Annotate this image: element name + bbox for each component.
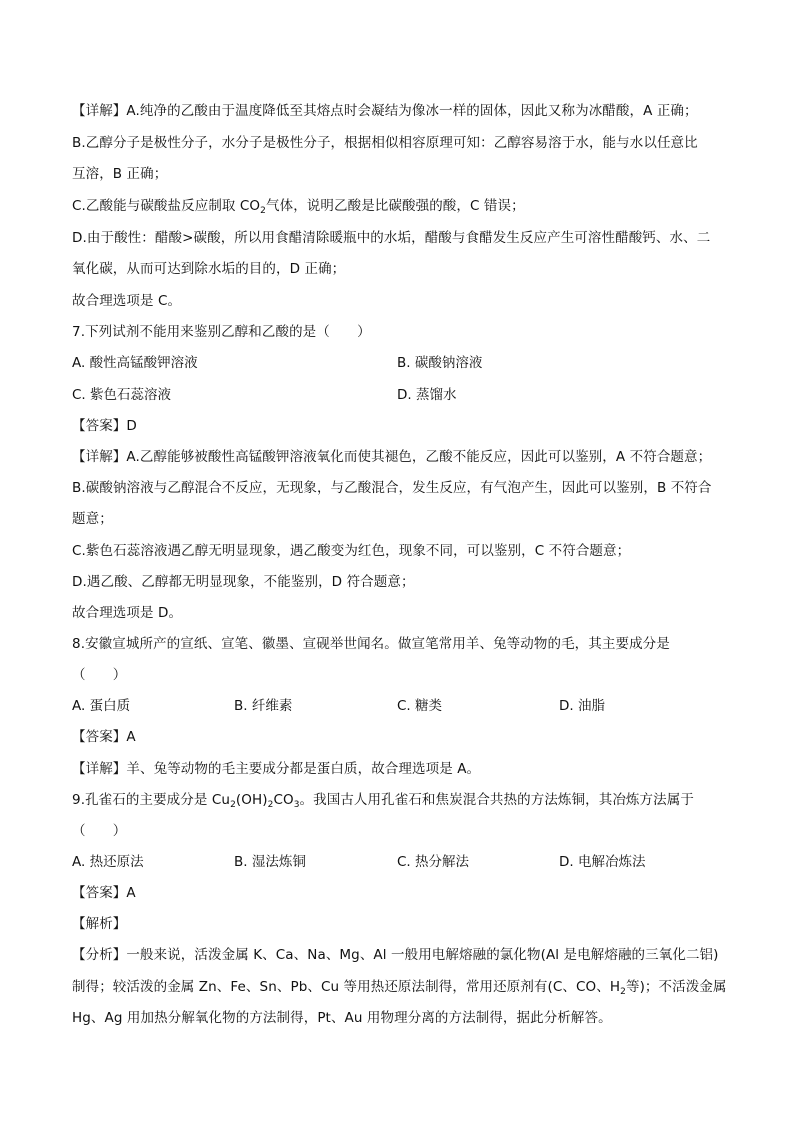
q8-detail: 【详解】羊、兔等动物的毛主要成分都是蛋白质，故合理选项是 A。: [72, 761, 481, 777]
q7-answer: 【答案】D: [72, 418, 137, 434]
subscript: 2: [260, 206, 266, 216]
q9-option-c: C. 热分解法: [397, 854, 470, 870]
q9-answer: 【答案】A: [72, 885, 136, 901]
q9-option-b: B. 湿法炼铜: [234, 854, 306, 870]
q8-option-d: D. 油脂: [559, 698, 605, 714]
text: 。我国古人用孔雀石和焦炭混合共热的方法炼铜，其冶炼方法属于: [299, 792, 694, 808]
q7-detail-line-1: 【详解】A.乙醇能够被酸性高锰酸钾溶液氧化而使其褪色，乙酸不能反应，因此可以鉴别，A 不符合题意；: [72, 449, 712, 465]
q9-analysis-line-1: 【分析】一般来说，活泼金属 K、Ca、Na、Mg、Al 一般用电解熔融的氯化物(Al 是电解熔融的三氧化二铝): [72, 947, 719, 963]
q7-option-a: A. 酸性高锰酸钾溶液: [72, 355, 198, 371]
q9-stem-line-2: （ ）: [72, 823, 127, 839]
q6-detail-line-5: D.由于酸性：醋酸>碳酸，所以用食醋清除暖瓶中的水垢，醋酸与食醋发生反应产生可溶性醋酸钙、水、二: [72, 230, 711, 246]
q8-option-a: A. 蛋白质: [72, 698, 131, 714]
q7-option-b: B. 碳酸钠溶液: [397, 355, 483, 371]
q8-option-c: C. 糖类: [397, 698, 443, 714]
subscript: 2: [620, 987, 626, 997]
q7-detail-line-6: 故合理选项是 D。: [72, 605, 183, 621]
q8-stem-line-1: 8.安徽宣城所产的宣纸、宣笔、徽墨、宣砚举世闻名。做宣笔常用羊、兔等动物的毛，其主要成分是: [72, 636, 670, 652]
q9-analysis-line-2: [72, 977, 727, 997]
q6-detail-line-6: 氧化碳，从而可达到除水垢的目的，D 正确；: [72, 261, 346, 277]
q6-detail-line-4: [72, 196, 525, 216]
q9-stem-line-1: [72, 790, 694, 810]
text: 制得；较活泼的金属 Zn、Fe、Sn、Pb、Cu 等用热还原法制得，常用还原剂有(C、CO、H: [72, 979, 621, 995]
q6-detail-line-7: 故合理选项是 C。: [72, 293, 182, 309]
text: (OH): [235, 792, 268, 808]
q7-detail-line-5: D.遇乙酸、乙醇都无明显现象，不能鉴别，D 符合题意；: [72, 574, 415, 590]
subscript: 3: [293, 800, 300, 810]
subscript: 2: [267, 800, 274, 810]
q7-detail-line-4: C.紫色石蕊溶液遇乙醇无明显现象，遇乙酸变为红色，现象不同，可以鉴别，C 不符合题意；: [72, 543, 631, 559]
q8-stem-line-2: （ ）: [72, 667, 127, 683]
q9-option-d: D. 电解冶炼法: [559, 854, 646, 870]
text: 气体，说明乙酸是比碳酸强的酸，C 错误；: [266, 198, 525, 214]
q7-detail-line-2: B.碳酸钠溶液与乙醇混合不反应，无现象，与乙酸混合，发生反应，有气泡产生，因此可以鉴别，B 不符合: [72, 480, 712, 496]
q6-detail-line-2: B.乙醇分子是极性分子，水分子是极性分子，根据相似相容原理可知：乙醇容易溶于水，能与水以任意比: [72, 135, 698, 151]
q9-analysis-heading: 【解析】: [72, 916, 127, 932]
q6-detail-line-1: 【详解】A.纯净的乙酸由于温度降低至其熔点时会凝结为像冰一样的固体，因此又称为冰醋酸，A 正确；: [72, 103, 698, 119]
q7-detail-line-3: 题意；: [72, 511, 113, 527]
text: 9.孔雀石的主要成分是 Cu: [72, 792, 231, 808]
q6-detail-line-3: 互溶，B 正确；: [72, 166, 168, 182]
q8-answer: 【答案】A: [72, 729, 136, 745]
q7-option-d: D. 蒸馏水: [397, 387, 457, 403]
q7-stem: 7.下列试剂不能用来鉴别乙醇和乙酸的是（ ）: [72, 324, 371, 340]
q9-analysis-line-3: Hg、Ag 用加热分解氧化物的方法制得，Pt、Au 用物理分离的方法制得，据此分析解答。: [72, 1010, 612, 1026]
q8-option-b: B. 纤维素: [234, 698, 293, 714]
subscript: 2: [230, 800, 236, 810]
text: 等)；不活泼金属: [625, 979, 727, 995]
text: CO: [273, 792, 294, 808]
q7-option-c: C. 紫色石蕊溶液: [72, 387, 172, 403]
q9-option-a: A. 热还原法: [72, 854, 144, 870]
text: C.乙酸能与碳酸盐反应制取 CO: [72, 198, 261, 214]
